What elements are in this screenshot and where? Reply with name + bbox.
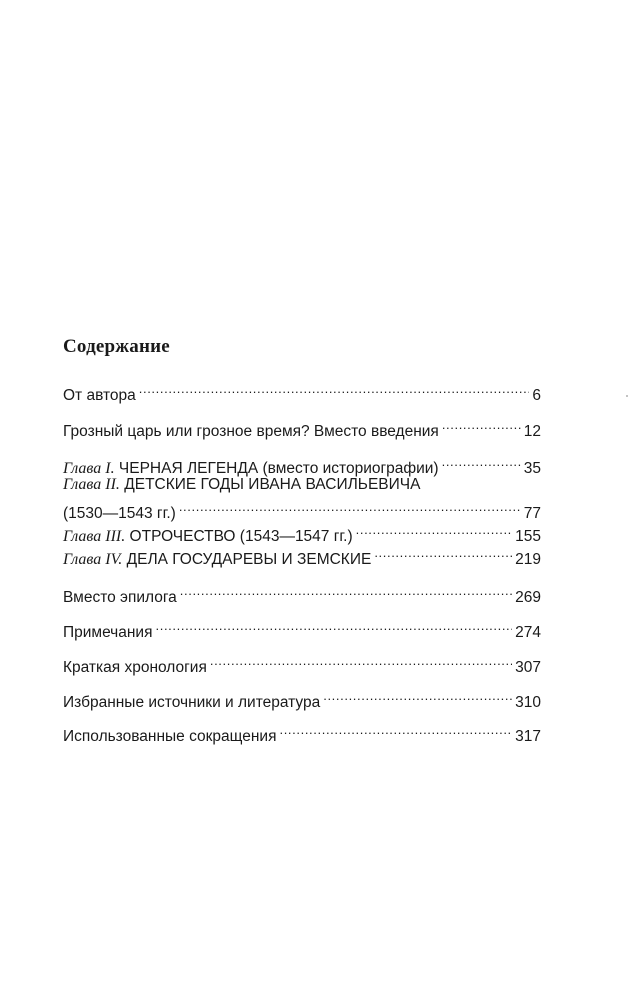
- scan-speck: [626, 395, 628, 397]
- toc-page-number: 307: [515, 659, 541, 676]
- dot-leader: [356, 519, 513, 541]
- toc-entry-label: [63, 549, 371, 571]
- dot-leader: [156, 615, 513, 637]
- chapter-prefix: Глава III.: [63, 528, 126, 545]
- toc-page-number: 269: [515, 589, 541, 606]
- toc-entry-chapter-2[interactable]: [63, 474, 541, 496]
- toc-page-number: 77: [523, 505, 541, 522]
- dot-leader: [323, 685, 512, 707]
- dot-leader: [139, 378, 530, 400]
- chapter-title: ДЕЛА ГОСУДАРЕВЫ И ЗЕМСКИЕ: [122, 551, 372, 568]
- chapter-title: ОТРОЧЕСТВО (1543—1547 гг.): [125, 528, 353, 545]
- toc-entry-abbreviations[interactable]: [63, 719, 541, 745]
- toc-entry-chapter-3[interactable]: [63, 519, 541, 545]
- toc-page-number: 6: [532, 387, 541, 404]
- toc-entry-chronology[interactable]: [63, 650, 541, 676]
- toc-entry-chapter-4[interactable]: [63, 542, 541, 568]
- toc-page-number: 274: [515, 624, 541, 641]
- toc-entry-notes[interactable]: [63, 615, 541, 641]
- chapter-title: ЧЕРНАЯ ЛЕГЕНДА (вместо историографии): [114, 460, 439, 477]
- dot-leader: [210, 650, 512, 672]
- toc-entry-introduction[interactable]: [63, 414, 541, 440]
- toc-entry-label: Использованные сокращения: [63, 728, 277, 745]
- toc-page-number: 317: [515, 728, 541, 745]
- toc-entry-label: Краткая хронология: [63, 659, 207, 676]
- toc-entry-sources[interactable]: [63, 685, 541, 711]
- toc-entry-epilogue[interactable]: [63, 580, 541, 606]
- toc-page-number: 35: [523, 460, 541, 477]
- dot-leader: [180, 580, 512, 602]
- toc-entry-label: Вместо эпилога: [63, 589, 177, 606]
- toc-entry-chapter-2-continuation[interactable]: [63, 496, 541, 522]
- toc-entry-author[interactable]: [63, 378, 541, 404]
- toc-entry-label: Примечания: [63, 624, 153, 641]
- toc-entry-label: От автора: [63, 387, 136, 404]
- toc-page-number: 155: [515, 528, 541, 545]
- chapter-prefix: Глава I.: [63, 460, 115, 477]
- toc-page-number: 219: [515, 551, 541, 568]
- toc-entry-chapter-1[interactable]: [63, 451, 541, 477]
- dot-leader: [374, 542, 512, 564]
- chapter-title: ДЕТСКИЕ ГОДЫ ИВАНА ВАСИЛЬЕВИЧА: [119, 476, 421, 493]
- dot-leader: [442, 451, 521, 473]
- toc-title: Содержание: [63, 336, 170, 357]
- toc-entry-label-continuation: (1530—1543 гг.): [63, 505, 176, 522]
- chapter-prefix: Глава IV.: [63, 551, 123, 568]
- toc-entry-label: [63, 474, 420, 496]
- dot-leader: [179, 496, 521, 518]
- toc-entry-label: Грозный царь или грозное время? Вместо введения: [63, 423, 439, 440]
- chapter-prefix: Глава II.: [63, 476, 120, 493]
- dot-leader: [279, 719, 512, 741]
- dot-leader: [442, 414, 521, 436]
- toc-page-number: 12: [523, 423, 541, 440]
- toc-entry-label: Избранные источники и литература: [63, 694, 321, 711]
- toc-page-number: 310: [515, 694, 541, 711]
